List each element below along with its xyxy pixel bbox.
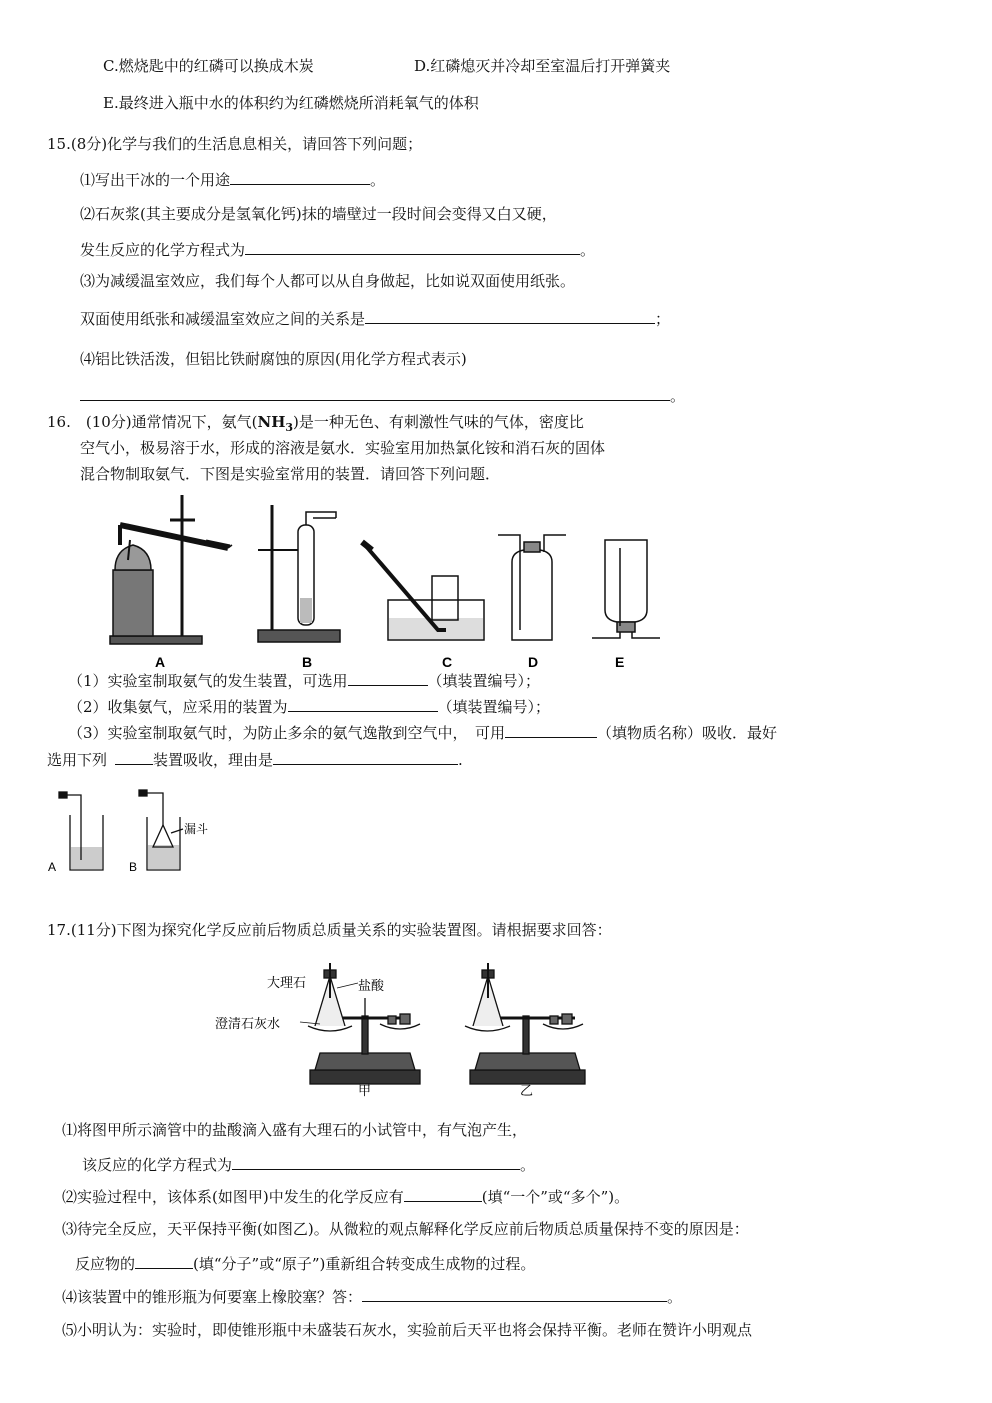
label-marble: 大理石 <box>267 975 307 990</box>
label-c: C <box>442 654 453 670</box>
q17-part3b <box>75 1254 535 1274</box>
q17-part4 <box>62 1287 682 1307</box>
q17-part2-end: (填“一个”或“多个”)。 <box>481 1188 630 1206</box>
apparatus-a <box>110 495 232 644</box>
q17-part4-text: ⑷该装置中的锥形瓶为何要塞上橡胶塞？答： <box>62 1288 363 1306</box>
answer-blank[interactable] <box>135 1254 193 1269</box>
answer-blank[interactable] <box>404 1187 482 1202</box>
answer-blank[interactable] <box>232 1155 520 1170</box>
ammonia-formula <box>257 413 294 434</box>
q16-line3: 混合物制取氨气．下图是实验室常用的装置．请回答下列问题． <box>80 465 501 483</box>
q15-part3b-text: 双面使用纸张和减缓温室效应之间的关系是 <box>80 310 366 328</box>
q17-part1b <box>82 1155 535 1175</box>
apparatus-c <box>362 542 484 640</box>
q16-line1-suffix: )是一种无色、有刺激性气味的气体，密度比 <box>293 413 584 431</box>
q15-part3b-end: ； <box>655 310 671 328</box>
answer-blank[interactable] <box>273 750 458 765</box>
label-yi: 乙 <box>520 1083 534 1098</box>
q15-part1-text: ⑴写出干冰的一个用途 <box>80 171 231 189</box>
q16-s3a-text: （3）实验室制取氨气时，为防止多余的氨气逸散到空气中， 可用 <box>68 724 506 742</box>
q15-part3a: ⑶为减缓温室效应，我们每个人都可以从自身做起，比如说双面使用纸张。 <box>80 272 576 290</box>
absorption-figure <box>45 785 220 880</box>
q15-part1 <box>80 170 385 190</box>
absorber-a <box>59 792 103 870</box>
answer-blank[interactable] <box>245 240 580 255</box>
apparatus-b <box>258 505 340 642</box>
q15-part4a: ⑷铝比铁活泼，但铝比铁耐腐蚀的原因(用化学方程式表示) <box>80 350 467 368</box>
q14-option-c: C.燃烧匙中的红磷可以换成木炭 <box>103 57 314 75</box>
answer-blank[interactable] <box>115 750 153 765</box>
q16-s2-text: （2）收集氨气，应采用的装置为 <box>68 698 288 716</box>
q17-title: 17.(11分)下图为探究化学反应前后物质总质量关系的实验装置图。请根据要求回答： <box>47 921 612 939</box>
label-b: B <box>302 654 313 670</box>
absorber-label-b: B <box>129 860 138 874</box>
q16-s3a-end: （填物质名称）吸收．最好 <box>597 724 778 742</box>
apparatus-d <box>498 535 566 640</box>
q16-s3b-end: . <box>458 751 463 769</box>
q16-line1-prefix: 16. (10分)通常情况下，氨气( <box>47 413 258 431</box>
answer-blank[interactable] <box>230 170 370 185</box>
q15-part2a: ⑵石灰浆(其主要成分是氢氧化钙)抹的墙壁过一段时间会变得又白又硬， <box>80 205 557 223</box>
absorber-label-a: A <box>48 860 57 874</box>
q16-s1-text: （1）实验室制取氨气的发生装置，可选用 <box>68 672 348 690</box>
q15-part4b <box>80 386 685 406</box>
q15-part1-end: 。 <box>370 171 386 189</box>
q17-part3b-text: 反应物的 <box>75 1255 136 1273</box>
q16-s2-end: （填装置编号）； <box>437 698 551 716</box>
q17-part4-end: 。 <box>667 1288 683 1306</box>
q17-part3a: ⑶待完全反应，天平保持平衡(如图乙)。从微粒的观点解释化学反应前后物质总质量保持不变的原因是： <box>62 1220 749 1238</box>
q17-part5: ⑸小明认为：实验时，即使锥形瓶中未盛装石灰水，实验前后天平也将会保持平衡。老师在赞许小明观点 <box>62 1321 753 1339</box>
formula-sub: 3 <box>285 421 294 434</box>
label-d: D <box>528 654 539 670</box>
answer-blank[interactable] <box>505 723 597 738</box>
q16-s3a <box>68 723 777 743</box>
answer-blank[interactable] <box>348 671 428 686</box>
q15-part2b <box>80 240 595 260</box>
funnel-label: 漏斗 <box>184 822 209 836</box>
label-e: E <box>615 654 625 670</box>
answer-blank[interactable] <box>362 1287 667 1302</box>
q14-option-d: D.红磷熄灭并冷却至室温后打开弹簧夹 <box>414 57 671 75</box>
q15-part2b-end: 。 <box>580 241 596 259</box>
q15-part2b-text: 发生反应的化学方程式为 <box>80 241 246 259</box>
q16-s1 <box>68 671 540 691</box>
label-a: A <box>155 654 166 670</box>
apparatus-figure <box>100 490 670 675</box>
apparatus-e <box>592 540 660 638</box>
q16-s3b-mid: 装置吸收，理由是 <box>153 751 274 769</box>
q15-part3b <box>80 309 670 329</box>
label-jia: 甲 <box>358 1083 372 1098</box>
balance-figure <box>210 958 640 1103</box>
answer-blank[interactable] <box>288 697 438 712</box>
q15-title: 15.(8分)化学与我们的生活息息相关，请回答下列问题； <box>47 135 423 153</box>
label-limewater: 澄清石灰水 <box>215 1016 281 1031</box>
q17-part1b-text: 该反应的化学方程式为 <box>82 1156 233 1174</box>
q14-option-e: E.最终进入瓶中水的体积约为红磷燃烧所消耗氧气的体积 <box>103 94 479 112</box>
q17-part1b-end: 。 <box>520 1156 536 1174</box>
q16-s3b <box>47 750 463 770</box>
q15-part4b-end: 。 <box>670 387 686 405</box>
q17-part3b-end: (填“分子”或“原子”)重新组合转变成生成物的过程。 <box>193 1255 536 1273</box>
q16-line2: 空气小，极易溶于水，形成的溶液是氨水．实验室用加热氯化铵和消石灰的固体 <box>80 439 606 457</box>
label-acid: 盐酸 <box>358 978 385 993</box>
q16-s2 <box>68 697 550 717</box>
q17-part2 <box>62 1187 629 1207</box>
q16-s3b-text: 选用下列 <box>47 751 108 769</box>
q16-s1-end: （填装置编号）； <box>427 672 541 690</box>
balance-yi <box>465 963 585 1084</box>
answer-blank[interactable] <box>80 386 670 401</box>
absorber-b <box>139 790 183 870</box>
q16-line1 <box>47 412 584 438</box>
formula-main: NH <box>257 413 286 431</box>
q17-part2-text: ⑵实验过程中，该体系(如图甲)中发生的化学反应有 <box>62 1188 404 1206</box>
answer-blank[interactable] <box>365 309 655 324</box>
q17-part1a: ⑴将图甲所示滴管中的盐酸滴入盛有大理石的小试管中，有气泡产生， <box>62 1121 528 1139</box>
